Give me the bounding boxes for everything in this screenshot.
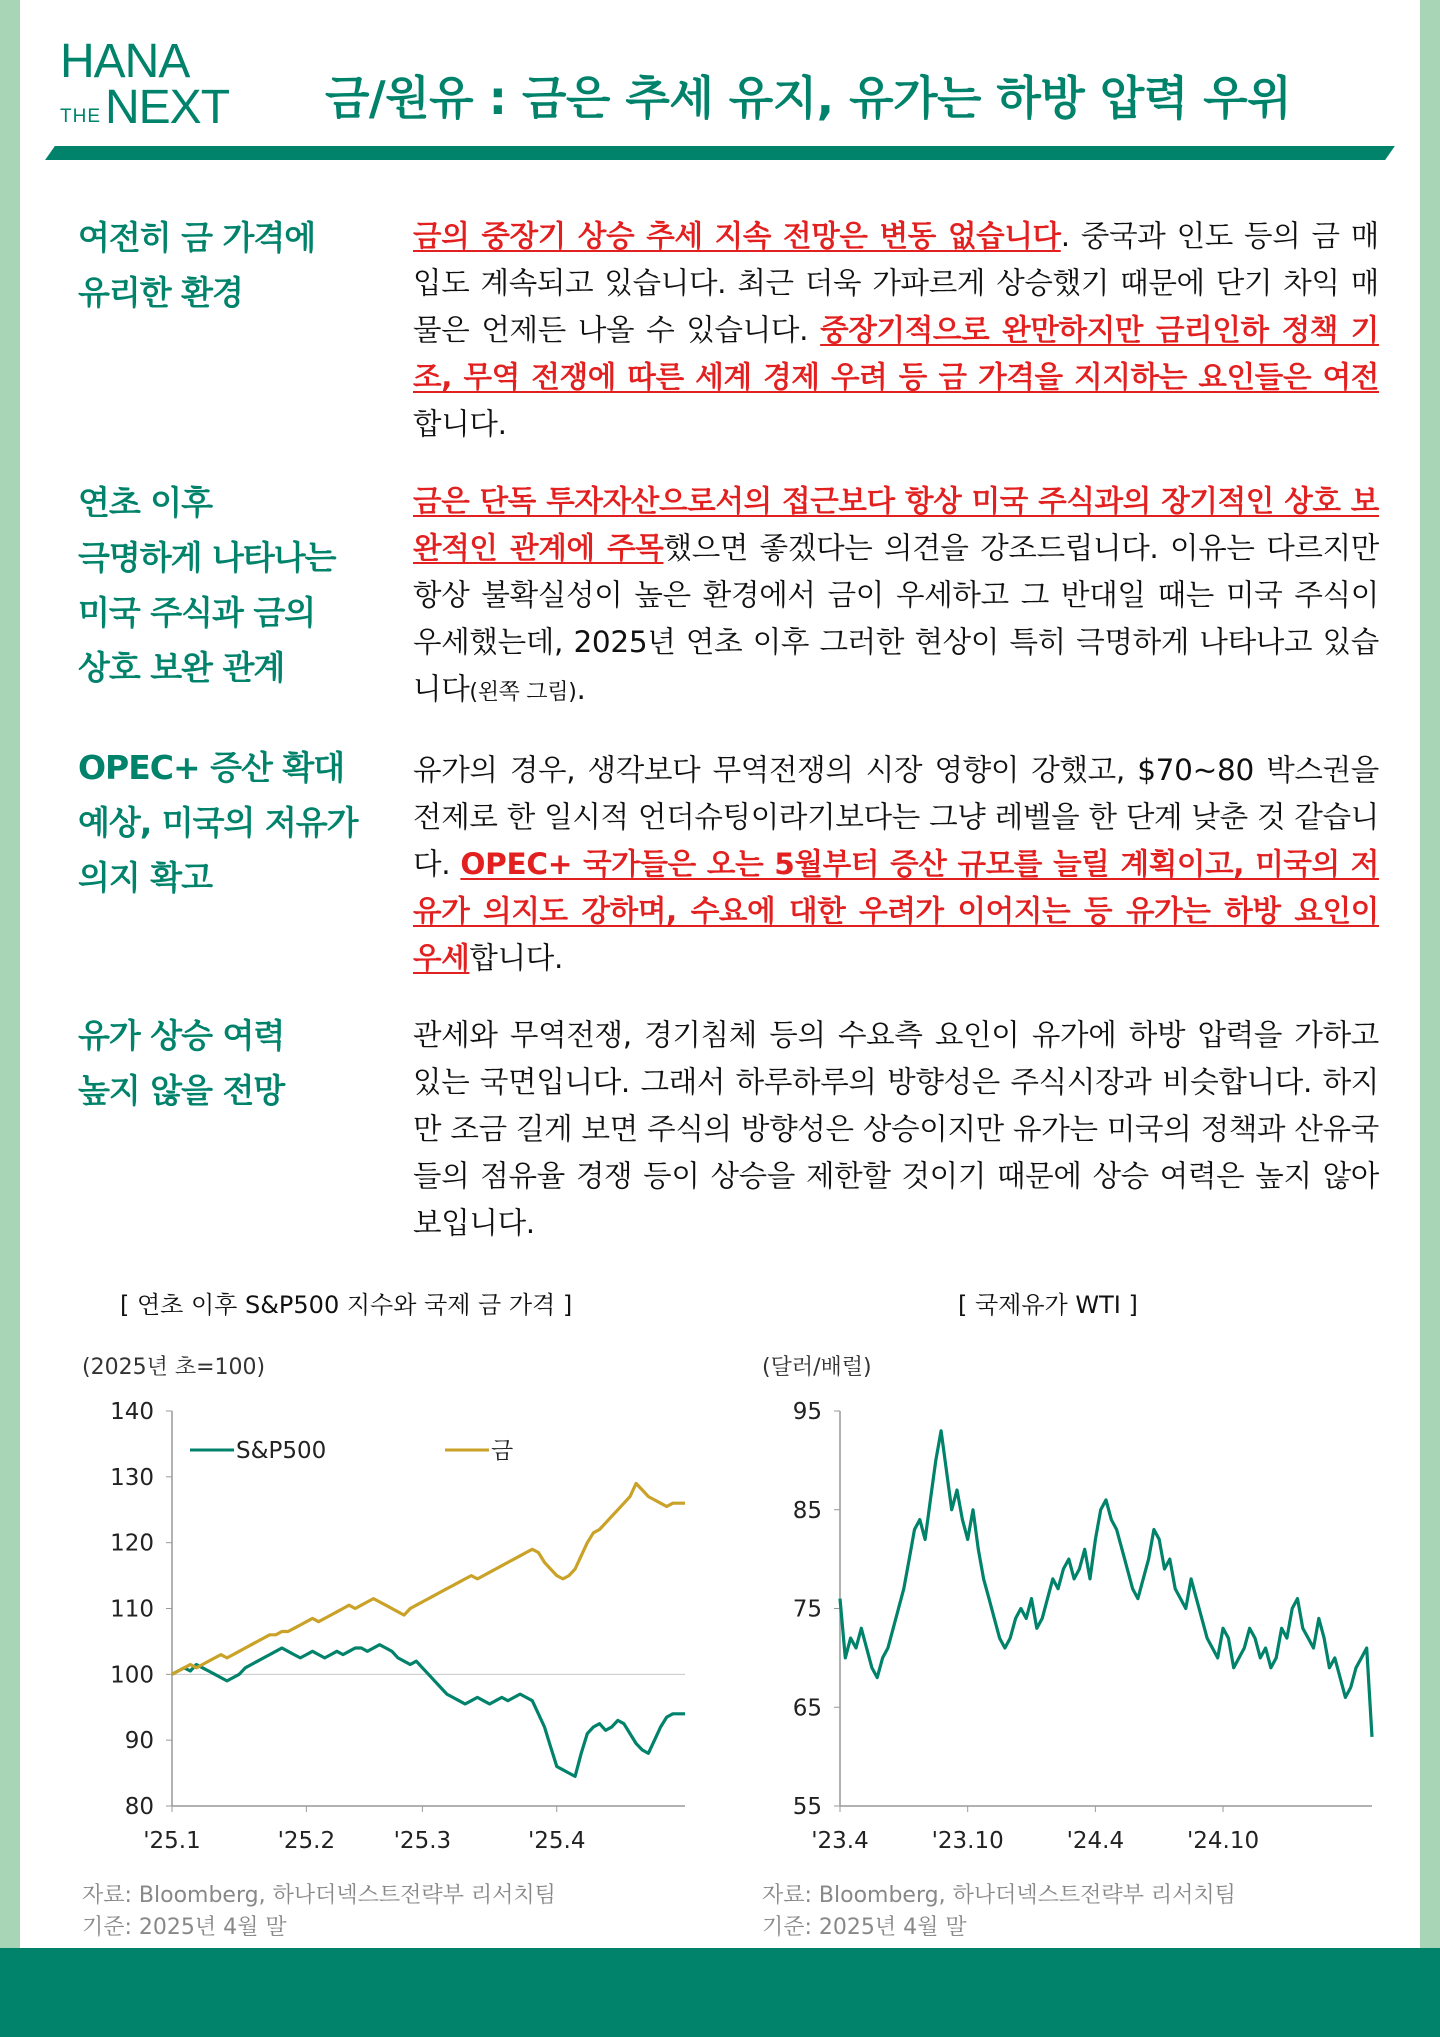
x-tick-label: '23.10 bbox=[931, 1828, 1004, 1854]
section-1-text-2: 합니다. bbox=[413, 407, 507, 441]
section-2-text-1: 했으면 좋겠다는 의견을 강조드립니다. 이유는 다르지만 항상 불확실성이 높은 환경에서 금이 우세하고 그 반대일 때는 미국 주식이 우세했는데, 2025년 연초 이후 그러한 현상이 특히 극명하게 나타나고 있습니다 bbox=[413, 531, 1379, 706]
section-4-text-1: 관세와 무역전쟁, 경기침체 등의 수요측 요인이 유가에 하방 압력을 가하고 있는 국면입니다. 그래서 하루하루의 방향성은 주식시장과 비슷합니다. 하지만 조금 길게 보면 주식의 방향성은 상승이지만 유가는 미국의 정책과 산유국들의 점유율 경쟁 등이 상승을 제한할 것이기 때문에 상승 여력은 높지 않아 보입니다. bbox=[413, 1018, 1379, 1240]
chart-left-source bbox=[82, 1880, 556, 1944]
x-tick-label: '24.4 bbox=[1066, 1828, 1125, 1854]
y-tick-label: 85 bbox=[792, 1497, 822, 1524]
y-tick-label: 130 bbox=[110, 1464, 154, 1491]
section-4-heading-line-1: 유가 상승 여력 bbox=[78, 1016, 285, 1055]
section-3-heading bbox=[78, 740, 378, 905]
section-4-heading-line-2: 높지 않을 전망 bbox=[78, 1071, 285, 1110]
section-2-heading bbox=[78, 475, 378, 695]
y-tick-label: 75 bbox=[792, 1596, 822, 1623]
header-divider bbox=[45, 146, 1395, 160]
y-tick-label: 95 bbox=[792, 1399, 822, 1425]
x-tick-label: '23.4 bbox=[811, 1828, 869, 1854]
chart-left-source-line: 자료: Bloomberg, 하나더넥스트전략부 리서치팀 bbox=[82, 1883, 556, 1908]
logo-second-line bbox=[60, 81, 230, 134]
chart-right-title: [ 국제유가 WTI ] bbox=[958, 1291, 1138, 1319]
series-line-secondary bbox=[172, 1483, 685, 1674]
chart-right-basis-line: 기준: 2025년 4월 말 bbox=[762, 1915, 967, 1940]
section-2-heading-line-4: 상호 보완 관계 bbox=[78, 648, 285, 687]
series-line-primary bbox=[172, 1645, 685, 1777]
section-3-highlight-1: OPEC+ 국가들은 오는 5월부터 증산 규모를 늘릴 계획이고, 미국의 저유가 의지도 강하며, 수요에 대한 우려가 이어지는 등 유가는 하방 요인이 우세 bbox=[413, 847, 1379, 975]
chart-right-source bbox=[762, 1880, 1236, 1944]
footer-band bbox=[0, 1948, 1440, 2037]
section-1-highlight-1: 금의 중장기 상승 추세 지속 전망은 변동 없습니다 bbox=[413, 219, 1061, 253]
section-1-heading-line-2: 유리한 환경 bbox=[78, 273, 243, 312]
logo-hana-text: HANA bbox=[60, 35, 190, 88]
logo-next-text: NEXT bbox=[105, 81, 230, 134]
section-3-heading-line-2: 예상, 미국의 저유가 bbox=[78, 803, 358, 842]
x-tick-label: '25.2 bbox=[277, 1828, 336, 1854]
section-1-heading bbox=[78, 210, 378, 320]
section-3-text-2: 합니다. bbox=[469, 941, 564, 975]
x-tick-label: '24.10 bbox=[1186, 1828, 1260, 1854]
legend-label: 금 bbox=[491, 1438, 514, 1464]
y-tick-label: 65 bbox=[792, 1695, 822, 1722]
y-tick-label: 120 bbox=[110, 1530, 154, 1557]
section-3-heading-line-1: OPEC+ 증산 확대 bbox=[78, 748, 345, 787]
section-2-heading-line-3: 미국 주식과 금의 bbox=[78, 593, 316, 632]
section-1-text-1: . 중국과 인도 등의 금 매입도 계속되고 있습니다. 최근 더욱 가파르게 상승했기 때문에 단기 차익 매물은 언제든 나올 수 있습니다. bbox=[413, 219, 1379, 347]
y-tick-label: 55 bbox=[792, 1794, 822, 1820]
section-2-heading-line-1: 연초 이후 bbox=[78, 483, 213, 522]
section-3-text-1: 유가의 경우, 생각보다 무역전쟁의 시장 영향이 강했고, $70~80 박스권을 전제로 한 일시적 언더슈팅이라기보다는 그냥 레벨을 한 단계 낮춘 것 같습니다. bbox=[413, 753, 1379, 881]
y-tick-label: 90 bbox=[124, 1728, 154, 1755]
x-tick-label: '25.4 bbox=[527, 1828, 586, 1854]
y-tick-label: 100 bbox=[110, 1662, 154, 1689]
x-tick-label: '25.1 bbox=[143, 1828, 201, 1854]
chart-right-unit: (달러/배럴) bbox=[762, 1355, 872, 1380]
page bbox=[20, 0, 1420, 2037]
y-tick-label: 110 bbox=[110, 1596, 154, 1623]
y-tick-label: 80 bbox=[124, 1794, 154, 1820]
chart-left-sp500-gold bbox=[60, 1395, 700, 1870]
section-4-paragraph bbox=[413, 1012, 1379, 1247]
chart-left-basis-line: 기준: 2025년 4월 말 bbox=[82, 1915, 287, 1940]
legend-label: S&P500 bbox=[236, 1438, 327, 1464]
section-3-heading-line-3: 의지 확고 bbox=[78, 858, 213, 897]
section-4-heading bbox=[78, 1008, 378, 1118]
section-2-heading-line-2: 극명하게 나타나는 bbox=[78, 538, 336, 577]
section-3-paragraph bbox=[413, 747, 1379, 982]
hana-the-next-logo bbox=[60, 35, 230, 134]
series-line-primary bbox=[840, 1431, 1372, 1737]
section-2-paragraph bbox=[413, 478, 1379, 716]
section-2-figure-reference: (왼쪽 그림) bbox=[469, 680, 577, 705]
section-1-highlight-2: 중장기적으로 완만하지만 금리인하 정책 기조, 무역 전쟁에 따른 세계 경제 우려 등 금 가격을 지지하는 요인들은 여전 bbox=[413, 313, 1379, 394]
chart-left-unit: (2025년 초=100) bbox=[82, 1355, 266, 1380]
x-tick-label: '25.3 bbox=[393, 1828, 452, 1854]
section-1-heading-line-1: 여전히 금 가격에 bbox=[78, 218, 316, 257]
chart-right-source-line: 자료: Bloomberg, 하나더넥스트전략부 리서치팀 bbox=[762, 1883, 1236, 1908]
section-2-text-2: . bbox=[576, 672, 586, 706]
y-tick-label: 140 bbox=[110, 1399, 154, 1425]
chart-right-wti bbox=[740, 1395, 1380, 1870]
chart-left-title: [ 연초 이후 S&P500 지수와 국제 금 가격 ] bbox=[120, 1291, 573, 1319]
section-1-paragraph bbox=[413, 213, 1379, 448]
logo-the-text: THE bbox=[60, 106, 101, 127]
page-title: 금/원유 : 금은 추세 유지, 유가는 하방 압력 우위 bbox=[325, 71, 1292, 125]
section-2-highlight-1: 금은 단독 투자자산으로서의 접근보다 항상 미국 주식과의 장기적인 상호 보완적인 관계에 주목 bbox=[413, 484, 1379, 565]
